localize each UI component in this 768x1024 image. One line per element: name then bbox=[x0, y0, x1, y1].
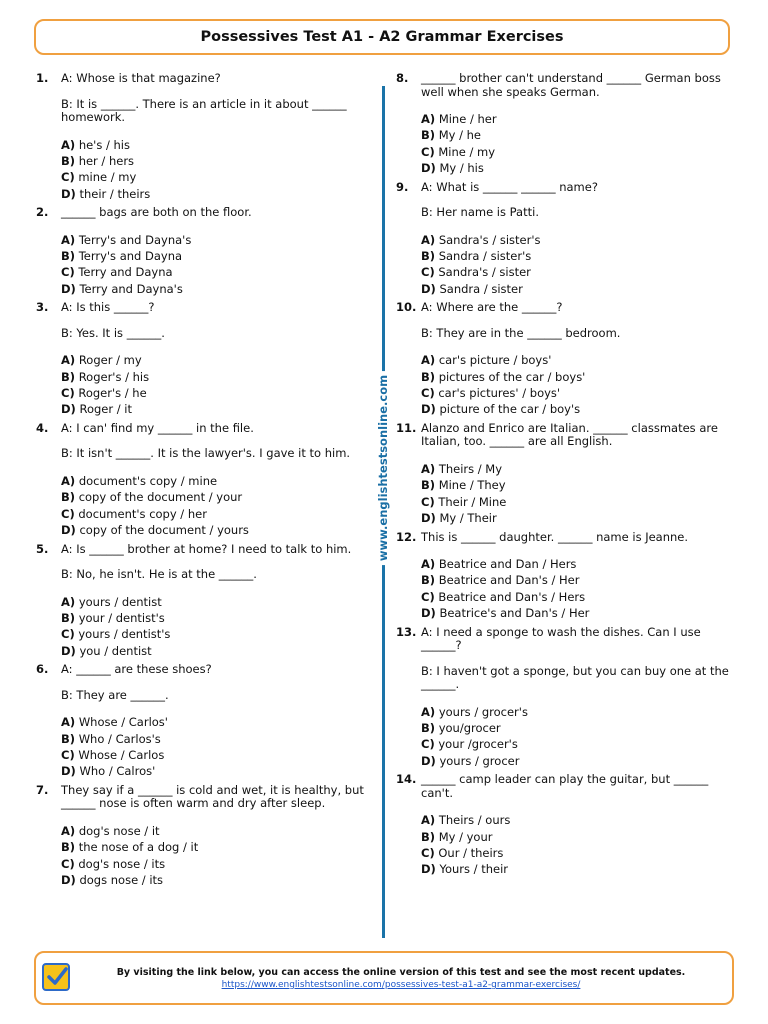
option-text: the nose of a dog / it bbox=[78, 840, 199, 855]
option-text: My / his bbox=[439, 161, 484, 176]
question-item bbox=[36, 301, 368, 418]
answer-option bbox=[421, 127, 736, 143]
option-letter: A) bbox=[61, 232, 76, 247]
option-text: Mine / They bbox=[438, 478, 506, 493]
option-letter: B) bbox=[61, 153, 76, 168]
option-text: Sandra / sister bbox=[439, 281, 523, 296]
answer-option bbox=[61, 169, 368, 185]
site-watermark: www.englishtestsonline.com bbox=[376, 371, 390, 565]
option-letter: B) bbox=[61, 840, 76, 855]
option-letter: D) bbox=[61, 764, 76, 779]
answer-option bbox=[421, 589, 736, 605]
option-text: he's / his bbox=[78, 137, 130, 152]
option-letter: C) bbox=[421, 144, 435, 159]
option-letter: A) bbox=[421, 232, 436, 247]
option-text: My / your bbox=[438, 829, 493, 844]
option-letter: B) bbox=[61, 731, 76, 746]
option-text: dog's nose / it bbox=[78, 823, 160, 838]
option-text: her / hers bbox=[78, 153, 135, 168]
option-letter: C) bbox=[61, 386, 75, 401]
option-letter: C) bbox=[61, 747, 75, 762]
question-item bbox=[396, 626, 736, 770]
option-letter: D) bbox=[61, 643, 76, 658]
option-letter: B) bbox=[61, 490, 76, 505]
option-text: dog's nose / its bbox=[78, 856, 166, 871]
option-text: Our / theirs bbox=[438, 846, 504, 861]
question-number: 4. bbox=[36, 420, 49, 435]
answer-option bbox=[421, 160, 736, 176]
left-question-column bbox=[36, 72, 368, 892]
option-text: document's copy / her bbox=[78, 506, 207, 521]
answer-option bbox=[61, 747, 368, 763]
question-text: Alanzo and Enrico are Italian. ______ classmates are Italian, too. ______ are all English. bbox=[421, 420, 718, 449]
answer-option bbox=[61, 522, 368, 538]
option-letter: C) bbox=[61, 170, 75, 185]
option-letter: D) bbox=[61, 872, 76, 887]
answer-option bbox=[421, 264, 736, 280]
option-letter: A) bbox=[61, 594, 76, 609]
option-letter: B) bbox=[61, 610, 76, 625]
answer-option bbox=[421, 352, 736, 368]
option-letter: C) bbox=[421, 494, 435, 509]
question-number: 9. bbox=[396, 179, 409, 194]
answer-option bbox=[421, 736, 736, 752]
option-letter: B) bbox=[421, 721, 436, 736]
question-number: 6. bbox=[36, 662, 49, 677]
option-letter: D) bbox=[61, 523, 76, 538]
answer-option bbox=[421, 704, 736, 720]
checkbox-icon bbox=[42, 963, 70, 991]
question-item bbox=[396, 422, 736, 527]
answer-option bbox=[421, 232, 736, 248]
question-number: 3. bbox=[36, 300, 49, 315]
answer-option bbox=[61, 626, 368, 642]
footer-link[interactable]: https://www.englishtestsonline.com/possessives-test-a1-a2-grammar-exercises/ bbox=[221, 980, 581, 990]
option-letter: B) bbox=[421, 478, 436, 493]
answer-option bbox=[61, 248, 368, 264]
question-text: B: Yes. It is ______. bbox=[61, 325, 165, 340]
option-text: yours / grocer bbox=[439, 753, 520, 768]
option-text: copy of the document / your bbox=[78, 490, 243, 505]
answer-option bbox=[421, 385, 736, 401]
answer-option bbox=[421, 720, 736, 736]
question-text: A: Where are the ______? bbox=[421, 300, 563, 315]
question-text: This is ______ daughter. ______ name is Jeanne. bbox=[421, 529, 689, 544]
question-number: 13. bbox=[396, 624, 417, 639]
question-text: B: I haven't got a sponge, but you can buy one at the ______. bbox=[421, 663, 729, 692]
option-text: Mine / her bbox=[438, 112, 497, 126]
option-text: picture of the car / boy's bbox=[439, 402, 581, 417]
answer-option bbox=[61, 473, 368, 489]
answer-option bbox=[61, 281, 368, 297]
answer-option bbox=[61, 401, 368, 417]
question-number: 1. bbox=[36, 71, 49, 85]
answer-option bbox=[421, 753, 736, 769]
option-text: yours / dentist's bbox=[78, 627, 171, 642]
answer-option bbox=[421, 281, 736, 297]
option-text: Theirs / ours bbox=[438, 813, 511, 828]
question-text: A: Is ______ brother at home? I need to talk to him. bbox=[61, 541, 352, 556]
option-text: Terry and Dayna bbox=[78, 265, 173, 280]
option-letter: D) bbox=[421, 281, 436, 296]
option-letter: B) bbox=[61, 249, 76, 264]
option-text: mine / my bbox=[78, 170, 137, 185]
answer-option bbox=[421, 556, 736, 572]
answer-option bbox=[61, 137, 368, 153]
question-item bbox=[396, 181, 736, 298]
answer-option bbox=[61, 839, 368, 855]
answer-option bbox=[421, 845, 736, 861]
option-text: Roger / it bbox=[79, 402, 132, 417]
option-text: copy of the document / yours bbox=[79, 523, 249, 538]
answer-option bbox=[61, 153, 368, 169]
answer-option bbox=[421, 477, 736, 493]
question-item bbox=[36, 72, 368, 202]
right-question-column bbox=[396, 72, 736, 882]
answer-option bbox=[421, 401, 736, 417]
option-text: Terry's and Dayna's bbox=[78, 232, 192, 247]
option-letter: C) bbox=[421, 265, 435, 280]
option-letter: A) bbox=[61, 353, 76, 368]
option-letter: C) bbox=[421, 589, 435, 604]
option-letter: C) bbox=[421, 737, 435, 752]
answer-option bbox=[421, 248, 736, 264]
option-letter: A) bbox=[421, 461, 436, 476]
question-item bbox=[36, 206, 368, 297]
answer-option bbox=[421, 829, 736, 845]
option-text: pictures of the car / boys' bbox=[438, 369, 586, 384]
question-text: A: ______ are these shoes? bbox=[61, 662, 212, 677]
option-letter: B) bbox=[61, 369, 76, 384]
footer-text: By visiting the link below, you can access the online version of this test and see the most recent updates. bbox=[116, 967, 686, 978]
question-number: 10. bbox=[396, 300, 417, 315]
answer-option bbox=[61, 823, 368, 839]
question-text: B: It is ______. There is an article in it about ______ homework. bbox=[61, 96, 347, 124]
option-letter: D) bbox=[421, 753, 436, 768]
option-letter: D) bbox=[61, 186, 76, 201]
answer-option bbox=[421, 144, 736, 160]
option-text: document's copy / mine bbox=[78, 473, 218, 488]
option-text: Who / Calros' bbox=[79, 764, 156, 779]
question-item bbox=[396, 301, 736, 418]
option-letter: A) bbox=[61, 823, 76, 838]
question-text: B: They are in the ______ bedroom. bbox=[421, 325, 621, 340]
option-text: Yours / their bbox=[439, 862, 508, 877]
question-item bbox=[36, 663, 368, 780]
option-text: Beatrice and Dan's / Her bbox=[438, 573, 580, 588]
option-letter: D) bbox=[61, 281, 76, 296]
question-item bbox=[36, 784, 368, 889]
option-letter: D) bbox=[421, 511, 436, 526]
question-item bbox=[396, 531, 736, 622]
option-text: My / he bbox=[438, 128, 481, 143]
question-text: A: Whose is that magazine? bbox=[61, 71, 221, 85]
option-letter: B) bbox=[421, 249, 436, 264]
option-text: Sandra's / sister's bbox=[438, 232, 541, 247]
question-item bbox=[36, 422, 368, 539]
question-item bbox=[396, 773, 736, 878]
question-text: B: Her name is Patti. bbox=[421, 205, 539, 220]
option-letter: D) bbox=[61, 402, 76, 417]
answer-option bbox=[61, 489, 368, 505]
option-text: Sandra's / sister bbox=[438, 265, 531, 280]
question-text: They say if a ______ is cold and wet, it is healthy, but ______ nose is often warm and dry after sleep. bbox=[61, 782, 364, 811]
option-letter: D) bbox=[421, 402, 436, 417]
option-text: Roger's / he bbox=[78, 386, 147, 401]
answer-option bbox=[61, 714, 368, 730]
question-text: ______ camp leader can play the guitar, but ______ can't. bbox=[421, 772, 709, 800]
option-text: Their / Mine bbox=[438, 494, 507, 509]
answer-option bbox=[61, 731, 368, 747]
option-text: Who / Carlos's bbox=[78, 731, 161, 746]
question-item bbox=[36, 543, 368, 660]
option-text: your / dentist's bbox=[78, 610, 165, 625]
answer-option bbox=[421, 510, 736, 526]
option-letter: C) bbox=[61, 265, 75, 280]
answer-option bbox=[61, 264, 368, 280]
option-text: My / Their bbox=[439, 511, 497, 526]
question-text: A: I can' find my ______ in the file. bbox=[61, 420, 254, 435]
answer-option bbox=[61, 352, 368, 368]
option-text: yours / dentist bbox=[78, 594, 162, 609]
option-letter: A) bbox=[421, 353, 436, 368]
option-text: car's picture / boys' bbox=[438, 353, 552, 368]
question-number: 7. bbox=[36, 782, 49, 797]
answer-option bbox=[61, 385, 368, 401]
question-text: A: Is this ______? bbox=[61, 300, 155, 315]
option-text: yours / grocer's bbox=[438, 704, 528, 719]
question-number: 11. bbox=[396, 420, 417, 435]
question-number: 5. bbox=[36, 541, 49, 556]
option-text: car's pictures' / boys' bbox=[438, 386, 561, 401]
option-text: Roger / my bbox=[78, 353, 142, 368]
option-text: Beatrice and Dan's / Hers bbox=[438, 589, 586, 604]
answer-option bbox=[421, 861, 736, 877]
option-letter: A) bbox=[421, 704, 436, 719]
option-text: their / theirs bbox=[79, 186, 151, 201]
option-letter: C) bbox=[421, 386, 435, 401]
question-number: 2. bbox=[36, 205, 49, 220]
option-letter: D) bbox=[421, 161, 436, 176]
title-box bbox=[34, 19, 730, 55]
option-letter: A) bbox=[61, 473, 76, 488]
answer-option bbox=[61, 643, 368, 659]
option-letter: C) bbox=[61, 506, 75, 521]
answer-option bbox=[61, 856, 368, 872]
option-text: Terry and Dayna's bbox=[79, 281, 183, 296]
option-letter: B) bbox=[421, 573, 436, 588]
question-text: B: They are ______. bbox=[61, 687, 169, 702]
option-letter: A) bbox=[421, 557, 436, 571]
question-number: 14. bbox=[396, 772, 417, 787]
option-text: Whose / Carlos' bbox=[78, 715, 168, 730]
answer-option bbox=[61, 763, 368, 779]
question-text: ______ bags are both on the floor. bbox=[61, 205, 252, 220]
question-text: B: No, he isn't. He is at the ______. bbox=[61, 567, 257, 581]
answer-option bbox=[421, 461, 736, 477]
answer-option bbox=[61, 186, 368, 202]
footer-box bbox=[34, 951, 734, 1005]
answer-option bbox=[61, 594, 368, 610]
answer-option bbox=[61, 872, 368, 888]
answer-option bbox=[421, 111, 736, 127]
option-text: you / dentist bbox=[79, 643, 152, 658]
option-text: Beatrice and Dan / Hers bbox=[438, 557, 577, 571]
option-text: Terry's and Dayna bbox=[78, 249, 183, 264]
option-letter: D) bbox=[421, 606, 436, 621]
option-letter: C) bbox=[61, 856, 75, 871]
answer-option bbox=[61, 369, 368, 385]
option-letter: D) bbox=[421, 862, 436, 877]
option-letter: B) bbox=[421, 829, 436, 844]
answer-option bbox=[61, 610, 368, 626]
answer-option bbox=[61, 232, 368, 248]
question-number: 8. bbox=[396, 71, 409, 85]
option-letter: A) bbox=[421, 112, 436, 126]
question-text: ______ brother can't understand ______ German boss well when she speaks German. bbox=[421, 71, 721, 99]
option-text: your /grocer's bbox=[438, 737, 518, 752]
question-text: A: What is ______ ______ name? bbox=[421, 179, 598, 194]
question-text: A: I need a sponge to wash the dishes. Can I use ______? bbox=[421, 624, 701, 653]
option-text: you/grocer bbox=[438, 721, 501, 736]
option-letter: A) bbox=[421, 813, 436, 828]
answer-option bbox=[421, 572, 736, 588]
answer-option bbox=[421, 369, 736, 385]
option-letter: A) bbox=[61, 137, 76, 152]
option-letter: C) bbox=[61, 627, 75, 642]
answer-option bbox=[61, 506, 368, 522]
option-letter: B) bbox=[421, 128, 436, 143]
option-letter: A) bbox=[61, 715, 76, 730]
option-text: dogs nose / its bbox=[79, 872, 164, 887]
question-text: B: It isn't ______. It is the lawyer's. I gave it to him. bbox=[61, 446, 351, 461]
option-text: Sandra / sister's bbox=[438, 249, 532, 264]
option-text: Beatrice's and Dan's / Her bbox=[439, 606, 590, 621]
option-text: Mine / my bbox=[438, 144, 496, 159]
option-text: Whose / Carlos bbox=[78, 747, 165, 762]
option-letter: B) bbox=[421, 369, 436, 384]
question-item bbox=[396, 72, 736, 177]
option-text: Roger's / his bbox=[78, 369, 150, 384]
page-title: Possessives Test A1 - A2 Grammar Exercises bbox=[200, 29, 564, 45]
answer-option bbox=[421, 494, 736, 510]
answer-option bbox=[421, 605, 736, 621]
answer-option bbox=[421, 812, 736, 828]
option-letter: C) bbox=[421, 846, 435, 861]
question-number: 12. bbox=[396, 529, 417, 544]
option-text: Theirs / My bbox=[438, 461, 503, 476]
